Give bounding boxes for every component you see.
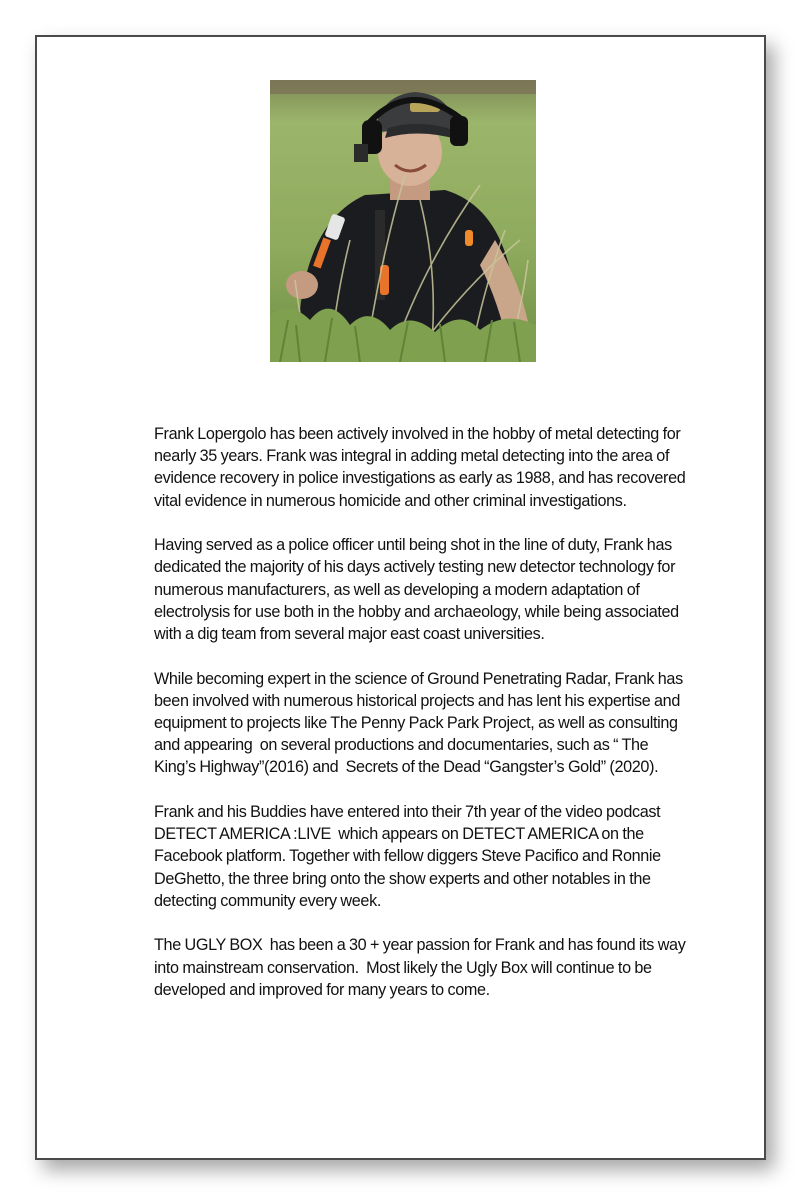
bio-paragraph: While becoming expert in the science of Ground Penetrating Radar, Frank has been involved with numerous historical projects and has lent his expertise and equipment to projects like The Penny Pack Park Project, as well as consulting and appearing on several productions and documentaries, such as “ The King’s Highway”(2016) and Secrets of the Dead “Gangster’s Gold” (2020). [154, 669, 687, 777]
portrait-photo [270, 80, 536, 362]
bio-paragraph: Frank Lopergolo has been actively involved in the hobby of metal detecting for nearly 35 years. Frank was integral in adding metal detecting into the area of evidence recovery in police investigations as early as 1988, and has recovered vital evidence in numerous homicide and other criminal investigations. [154, 425, 690, 510]
bio-paragraph: Having served as a police officer until being shot in the line of duty, Frank has dedicated the majority of his days actively testing new detector technology for numerous manufacturers, as well as developing a modern adaptation of electrolysis for use both in the hobby and archaeology, while being associated with a dig team from several major east coast universities. [154, 536, 683, 644]
biography-text [154, 423, 689, 1023]
bio-paragraph: The UGLY BOX has been a 30 + year passion for Frank and has found its way into mainstream conservation. Most likely the Ugly Box will continue to be developed and improved for many years to come. [154, 936, 690, 999]
document-page [35, 35, 766, 1160]
portrait-illustration [270, 80, 536, 362]
bio-paragraph: Frank and his Buddies have entered into their 7th year of the video podcast DETECT AMERICA :LIVE which appears on DETECT AMERICA on the Facebook platform. Together with fellow diggers Steve Pacifico and Ronnie DeGhetto, the three bring onto the show experts and other notables in the detecting community every week. [154, 803, 668, 910]
